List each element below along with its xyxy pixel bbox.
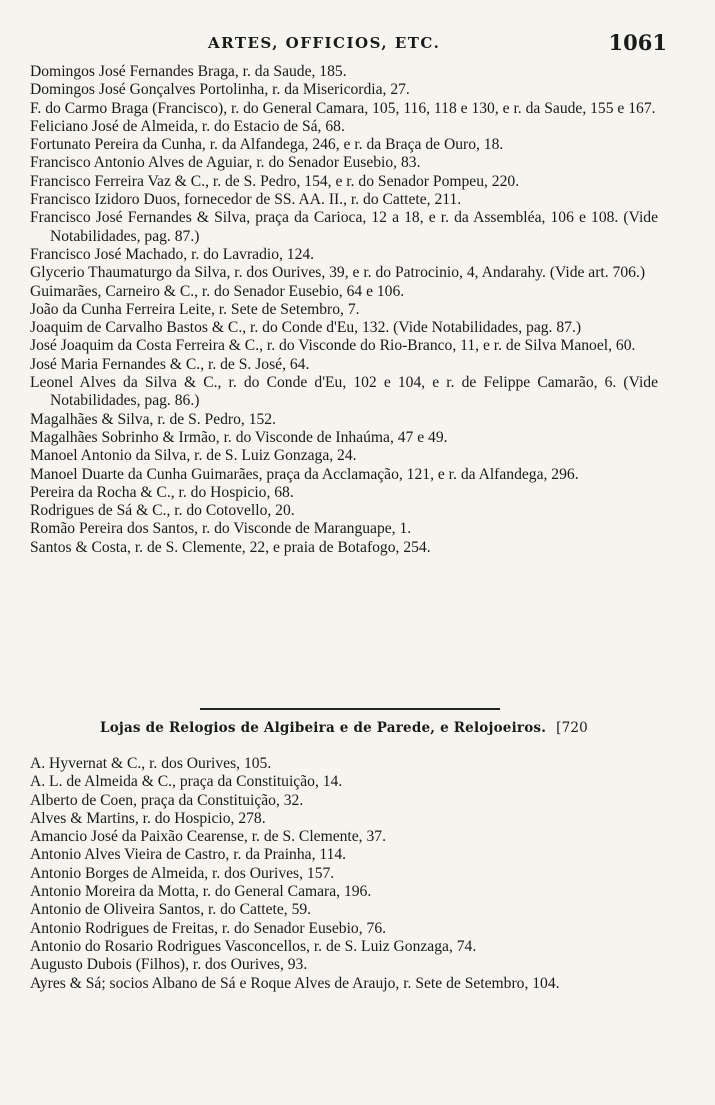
section-heading	[100, 720, 588, 736]
list-item: Augusto Dubois (Filhos), r. dos Ourives, 93.	[30, 956, 308, 974]
section-divider	[200, 708, 500, 710]
list-item: Feliciano José de Almeida, r. do Estacio de Sá, 68.	[30, 117, 345, 135]
list-item: Antonio Moreira da Motta, r. do General Camara, 196.	[30, 883, 372, 901]
list-item: Francisco José Machado, r. do Lavradio, 124.	[30, 245, 315, 263]
list-item: Pereira da Rocha & C., r. do Hospicio, 68.	[30, 483, 294, 501]
list-item: A. Hyvernat & C., r. dos Ourives, 105.	[30, 755, 272, 772]
list-item: Francisco Ferreira Vaz & C., r. de S. Pedro, 154, e r. do Senador Pompeu, 220.	[30, 172, 520, 190]
list-item: Francisco Izidoro Duos, fornecedor de SS. AA. II., r. do Cattete, 211.	[30, 191, 462, 209]
section-code: [720	[556, 720, 588, 736]
list-item: Alberto de Coen, praça da Constituição, 32.	[30, 791, 304, 809]
list-item: Ayres & Sá; socios Albano de Sá e Roque Alves de Araujo, r. Sete de Setembro, 104.	[30, 974, 560, 992]
list-item: João da Cunha Ferreira Leite, r. Sete de Setembro, 7.	[30, 300, 360, 318]
list-item: Francisco Antonio Alves de Aguiar, r. do Senador Eusebio, 83.	[30, 154, 421, 172]
list-item: Antonio Alves Vieira de Castro, r. da Prainha, 114.	[30, 846, 347, 864]
list-item: Fortunato Pereira da Cunha, r. da Alfandega, 246, e r. da Braça de Ouro, 18.	[30, 136, 504, 154]
entry-list-2	[30, 755, 658, 993]
page-number: 1061	[608, 30, 667, 55]
list-item: Guimarães, Carneiro & C., r. do Senador Eusebio, 64 e 106.	[30, 282, 405, 300]
list-item: Alves & Martins, r. do Hospicio, 278.	[30, 809, 266, 827]
list-item: Domingos José Gonçalves Portolinha, r. da Misericordia, 27.	[30, 81, 410, 99]
list-item: Romão Pereira dos Santos, r. do Visconde de Maranguape, 1.	[30, 520, 412, 538]
entry-list-1	[30, 63, 658, 557]
list-item: José Joaquim da Costa Ferreira & C., r. do Visconde do Rio-Branco, 11, e r. de Silva Manoel, 60.	[30, 337, 636, 355]
list-item: Francisco José Fernandes & Silva, praça da Carioca, 12 a 18, e r. da Assembléa, 106 e 108. (Vide Notabilidades, pag. 87.)	[30, 209, 658, 245]
list-item: F. do Carmo Braga (Francisco), r. do General Camara, 105, 116, 118 e 130, e r. da Saude, 155 e 167.	[30, 99, 656, 117]
list-item: Santos & Costa, r. de S. Clemente, 22, e praia de Botafogo, 254.	[30, 538, 431, 556]
list-item: Antonio Rodrigues de Freitas, r. do Senador Eusebio, 76.	[30, 919, 387, 937]
section-title: Lojas de Relogios de Algibeira e de Parede, e Relojoeiros.	[100, 720, 547, 736]
list-item: Manoel Duarte da Cunha Guimarães, praça da Acclamação, 121, e r. da Alfandega, 296.	[30, 465, 579, 483]
list-item: Leonel Alves da Silva & C., r. do Conde d'Eu, 102 e 104, e r. de Felippe Camarão, 6. (Vide Notabilidades, pag. 86.)	[30, 374, 658, 410]
list-item: Amancio José da Paixão Cearense, r. de S. Clemente, 37.	[30, 828, 386, 846]
list-item: A. L. de Almeida & C., praça da Constituição, 14.	[30, 773, 343, 791]
list-item: Domingos José Fernandes Braga, r. da Saude, 185.	[30, 63, 347, 80]
list-item: Antonio do Rosario Rodrigues Vasconcellos, r. de S. Luiz Gonzaga, 74.	[30, 937, 477, 955]
list-item: Antonio Borges de Almeida, r. dos Ourives, 157.	[30, 864, 335, 882]
list-item: Rodrigues de Sá & C., r. do Cotovello, 20.	[30, 502, 295, 520]
list-item: José Maria Fernandes & C., r. de S. José, 64.	[30, 355, 310, 373]
list-item: Joaquim de Carvalho Bastos & C., r. do Conde d'Eu, 132. (Vide Notabilidades, pag. 87.)	[30, 319, 582, 337]
running-head: ARTES, OFFICIOS, ETC.	[208, 34, 441, 52]
page-header	[0, 30, 715, 58]
list-item: Magalhães Sobrinho & Irmão, r. do Visconde de Inhaúma, 47 e 49.	[30, 428, 448, 446]
list-item: Manoel Antonio da Silva, r. de S. Luiz Gonzaga, 24.	[30, 447, 357, 465]
list-item: Glycerio Thaumaturgo da Silva, r. dos Ourives, 39, e r. do Patrocinio, 4, Andarahy. (Vide art. 706.)	[30, 264, 646, 282]
list-item: Antonio de Oliveira Santos, r. do Cattete, 59.	[30, 901, 312, 919]
list-item: Magalhães & Silva, r. de S. Pedro, 152.	[30, 410, 277, 428]
